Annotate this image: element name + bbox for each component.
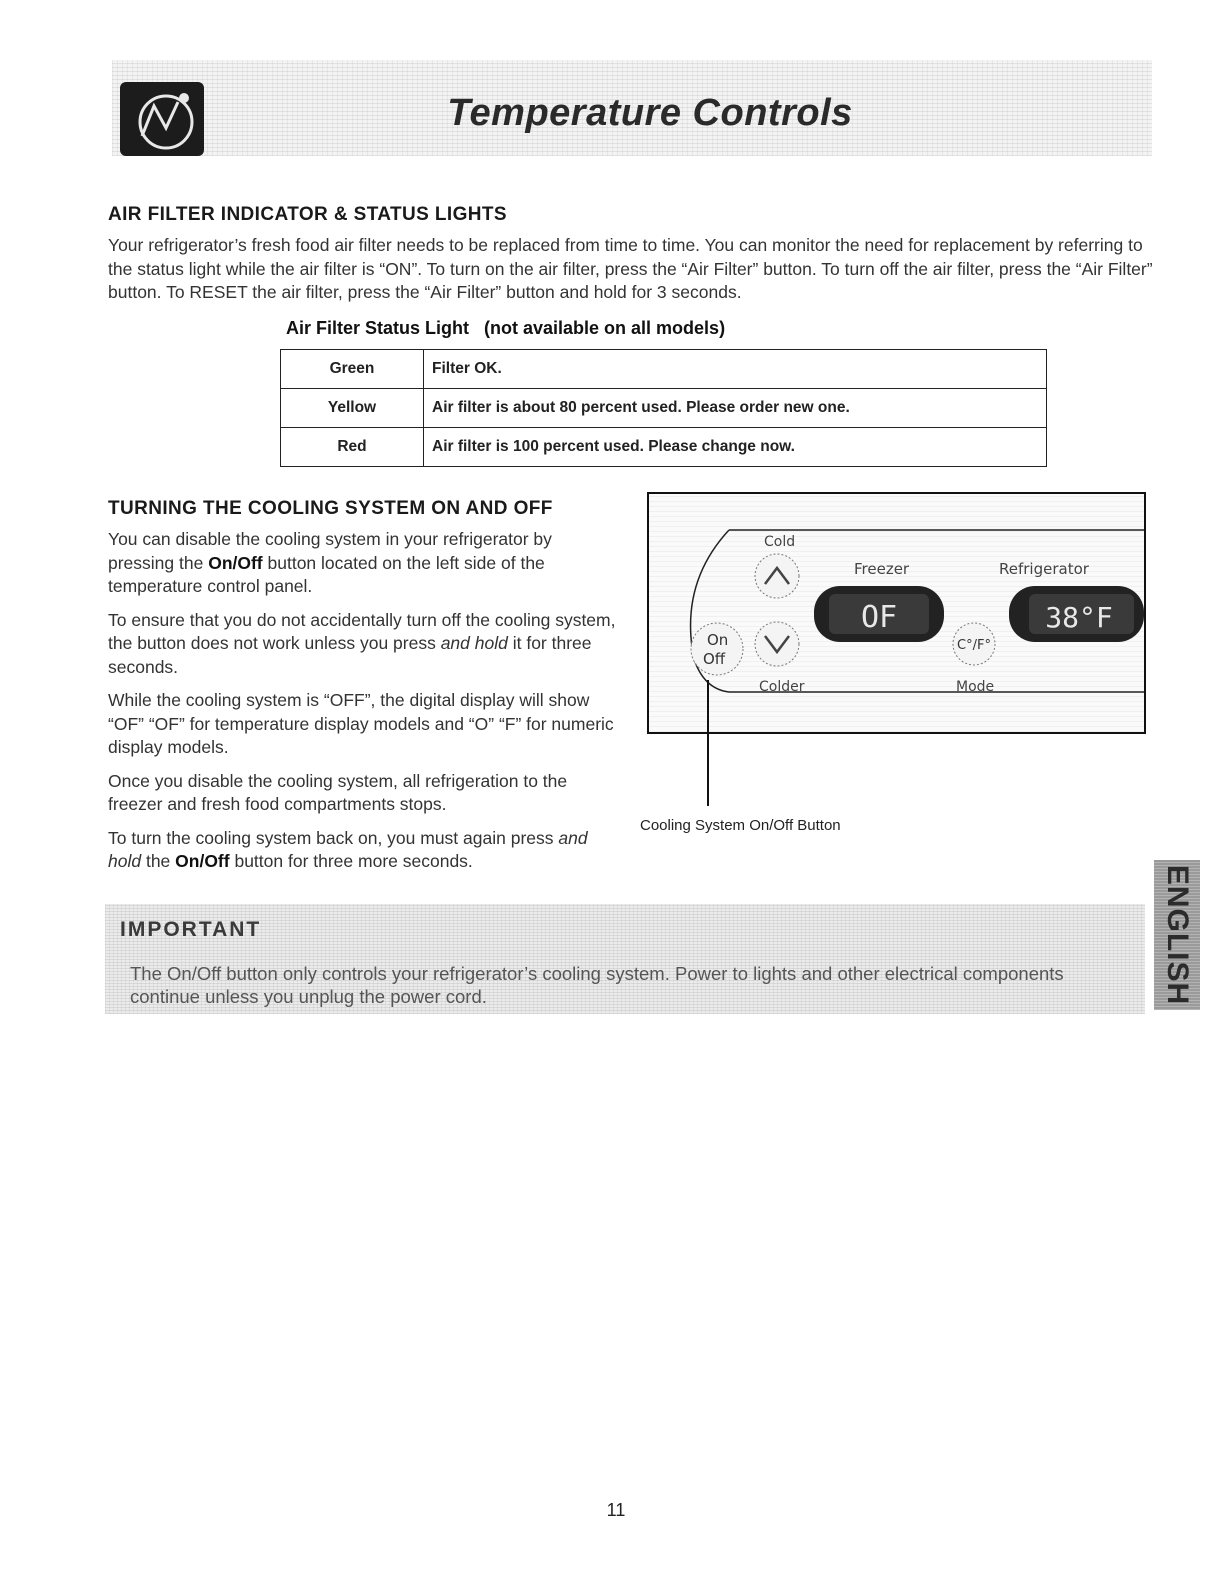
cooling-paragraph-5	[108, 827, 618, 874]
on-off-label: On/Off	[208, 552, 263, 573]
important-text: The On/Off button only controls your refrigerator’s cooling system. Power to lights and other electrical components continue unless you unplug the power cord.	[130, 963, 1064, 1007]
on-label: On	[707, 631, 729, 649]
language-tab-label	[1154, 860, 1200, 1010]
text-span: button located on the left side of the temperature control panel.	[108, 552, 545, 596]
refrigerator-label: Refrigerator	[999, 560, 1089, 578]
text-span: You can disable the cooling system in your refrigerator by pressing the	[108, 529, 552, 573]
unit-toggle-button[interactable]	[953, 623, 995, 665]
status-color: Green	[281, 350, 424, 389]
colder-label: Colder	[759, 679, 805, 695]
status-color: Red	[281, 428, 424, 467]
air-filter-body: Your refrigerator’s fresh food air filter needs to be replaced from time to time. You can monitor the need for replacement by referring to the status light while the air filter is “ON”. To turn on the air filter, press the “Air Filter” button. To turn off the air filter, press the “Air Filter” button. To RESET the air filter, press the “Air Filter” button and hold for 3 seconds.	[108, 235, 1153, 302]
status-table-title: Air Filter Status Light (not available on all models)	[286, 318, 726, 338]
mode-label: Mode	[956, 679, 995, 695]
important-title: IMPORTANT	[120, 918, 262, 941]
air-filter-heading: AIR FILTER INDICATOR & STATUS LIGHTS	[108, 204, 507, 225]
cooling-paragraph-2	[108, 609, 618, 680]
cooling-heading: TURNING THE COOLING SYSTEM ON AND OFF	[108, 498, 553, 519]
status-meaning: Air filter is 100 percent used. Please change now.	[424, 428, 1047, 467]
cooling-paragraph-3: While the cooling system is “OFF”, the digital display will show “OF” “OF” for temperature display models and “O” “F” for numeric display models.	[108, 690, 614, 757]
cold-label: Cold	[764, 534, 796, 550]
status-meaning: Filter OK.	[424, 350, 1047, 389]
freezer-display-value: OF	[860, 600, 898, 635]
status-light-table	[280, 349, 1047, 467]
table-row	[281, 389, 1047, 428]
language-text: ENGLISH	[1161, 864, 1195, 1006]
text-span: To turn the cooling system back on, you must again press	[108, 827, 559, 848]
refrigerator-display	[1009, 586, 1144, 642]
on-off-label: On/Off	[175, 851, 230, 871]
text-span: it for three seconds.	[108, 633, 592, 677]
on-off-callout-caption: Cooling System On/Off Button	[640, 817, 841, 834]
unit-label: C°/F°	[957, 638, 991, 653]
text-span: button for three more seconds.	[229, 851, 473, 871]
cold-up-button[interactable]	[755, 554, 799, 598]
callout-line	[700, 680, 720, 810]
on-off-button[interactable]	[691, 623, 743, 675]
status-meaning: Air filter is about 80 percent used. Please order new one.	[424, 389, 1047, 428]
emphasis: and hold	[108, 827, 588, 871]
text-span: the	[141, 851, 176, 871]
table-row	[281, 350, 1047, 389]
cooling-section	[108, 498, 618, 874]
freezer-label: Freezer	[854, 560, 910, 578]
control-panel-illustration	[647, 492, 1146, 734]
air-filter-section	[108, 204, 1153, 305]
cooling-paragraph-4: Once you disable the cooling system, all refrigeration to the freezer and fresh food compartments stops.	[108, 770, 568, 814]
off-label: Off	[703, 650, 726, 668]
status-color: Yellow	[281, 389, 424, 428]
thermometer-dial-icon	[120, 82, 204, 156]
table-row	[281, 428, 1047, 467]
page-title: Temperature Controls	[447, 92, 853, 134]
page-number: 11	[606, 1500, 626, 1520]
cooling-paragraph-1	[108, 528, 618, 599]
text-span: To ensure that you do not accidentally turn off the cooling system, the button does not work unless you press	[108, 609, 616, 653]
colder-down-button[interactable]	[755, 622, 799, 666]
freezer-display	[814, 586, 944, 642]
emphasis: and hold	[440, 633, 508, 653]
refrigerator-display-value: 38°F	[1045, 601, 1113, 634]
